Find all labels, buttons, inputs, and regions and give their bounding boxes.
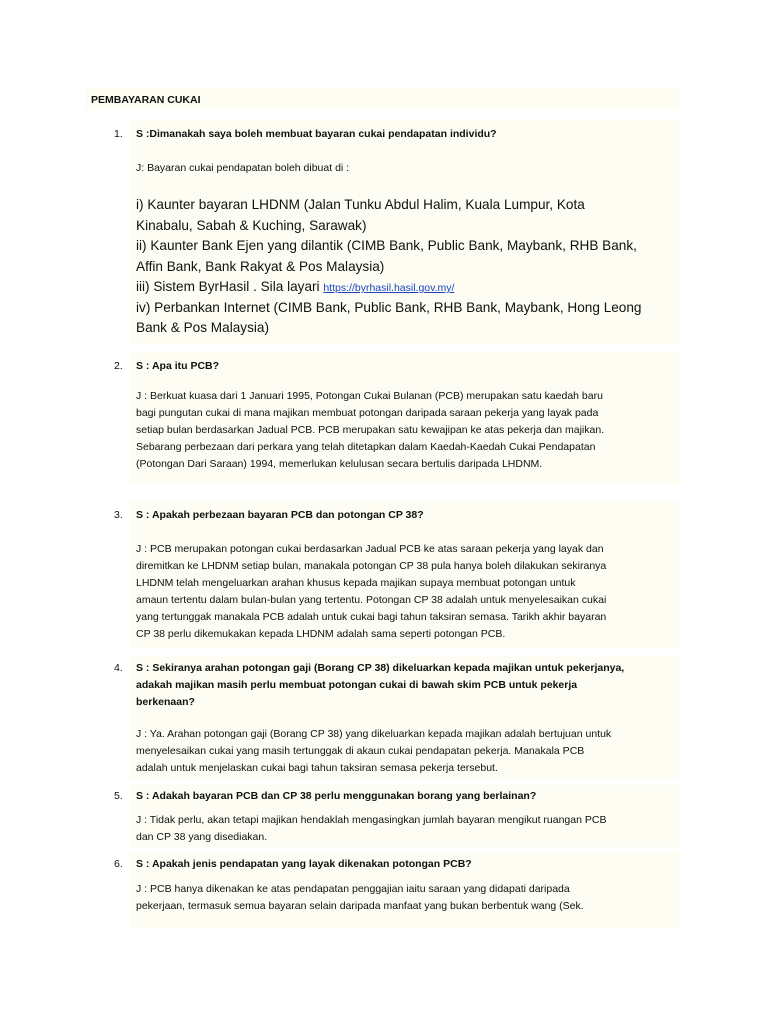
- q4-question-line: S : Sekiranya arahan potongan gaji (Borang CP 38) dikeluarkan kepada majikan untuk pekerjanya,: [136, 662, 625, 674]
- q1-option-text: iii) Sistem ByrHasil . Sila layari: [136, 279, 320, 294]
- q1-option-line: [136, 279, 454, 294]
- q4-answer-line: adalah untuk menjelaskan cukai bagi tahun taksiran semasa pekerja tersebut.: [136, 762, 498, 774]
- q3-answer-line: CP 38 perlu dikemukakan kepada LHDNM adalah sama seperti potongan PCB.: [136, 628, 506, 640]
- q2-question: S : Apa itu PCB?: [136, 360, 220, 372]
- q1-option-line: ii) Kaunter Bank Ejen yang dilantik (CIMB Bank, Public Bank, Maybank, RHB Bank,: [136, 238, 637, 253]
- q6-answer-line: pekerjaan, termasuk semua bayaran selain daripada manfaat yang bukan berbentuk wang (Sek.: [136, 900, 584, 912]
- q4-number: 4.: [114, 662, 123, 674]
- q2-answer-line: (Potongan Dari Saraan) 1994, memerlukan kelulusan secara bertulis daripada LHDNM.: [136, 458, 543, 470]
- q3-answer-line: LHDNM telah mengeluarkan arahan khusus kepada majikan supaya membuat potongan untuk: [136, 577, 576, 589]
- q1-answer-intro: J: Bayaran cukai pendapatan boleh dibuat di :: [136, 162, 350, 174]
- q5-answer-line: dan CP 38 yang disediakan.: [136, 831, 268, 843]
- q1-number: 1.: [114, 128, 123, 140]
- q4-question-line: berkenaan?: [136, 696, 195, 708]
- q1-option-line: Kinabalu, Sabah & Kuching, Sarawak): [136, 218, 367, 233]
- q3-highlight: [130, 502, 680, 648]
- q1-option-line: Affin Bank, Bank Rakyat & Pos Malaysia): [136, 259, 385, 274]
- q3-answer-line: yang tertunggak manakala PCB adalah untuk cukai bagi tahun taksiran semasa. Tarikh akhir bayaran: [136, 611, 607, 623]
- q5-question: S : Adakah bayaran PCB dan CP 38 perlu menggunakan borang yang berlainan?: [136, 790, 537, 802]
- q3-number: 3.: [114, 509, 123, 521]
- page-title: PEMBAYARAN CUKAI: [91, 94, 201, 106]
- q6-question: S : Apakah jenis pendapatan yang layak dikenakan potongan PCB?: [136, 858, 472, 870]
- q4-highlight: [130, 656, 680, 778]
- q2-answer-line: setiap bulan berdasarkan Jadual PCB. PCB merupakan satu kewajipan ke atas pekerja dan majikan.: [136, 424, 605, 436]
- q5-answer-line: J : Tidak perlu, akan tetapi majikan hendaklah mengasingkan jumlah bayaran mengikut ruangan PCB: [136, 814, 607, 826]
- q1-option-line: iv) Perbankan Internet (CIMB Bank, Public Bank, RHB Bank, Maybank, Hong Leong: [136, 300, 642, 315]
- q1-option-line: i) Kaunter bayaran LHDNM (Jalan Tunku Abdul Halim, Kuala Lumpur, Kota: [136, 197, 585, 212]
- q1-question: S :Dimanakah saya boleh membuat bayaran cukai pendapatan individu?: [136, 128, 497, 140]
- q6-answer-line: J : PCB hanya dikenakan ke atas pendapatan penggajian iaitu saraan yang didapati daripada: [136, 883, 570, 895]
- byrhasil-link[interactable]: https://byrhasil.hasil.gov.my/: [323, 282, 455, 294]
- q5-number: 5.: [114, 790, 123, 802]
- q2-answer-line: Sebarang perbezaan dari perkara yang telah ditetapkan dalam Kaedah-Kaedah Cukai Pendapatan: [136, 441, 596, 453]
- q2-number: 2.: [114, 360, 123, 372]
- q6-number: 6.: [114, 858, 123, 870]
- q3-answer-line: amaun tertentu dalam bulan-bulan yang tertentu. Potongan CP 38 adalah untuk menyelesaikan cukai: [136, 594, 607, 606]
- q2-answer-line: bagi pungutan cukai di mana majikan membuat potongan daripada saraan pekerja yang layak pada: [136, 407, 599, 419]
- q3-answer-line: diremitkan ke LHDNM setiap bulan, manakala potongan CP 38 pula hanya boleh dilakukan sekiranya: [136, 560, 607, 572]
- q2-answer-line: J : Berkuat kuasa dari 1 Januari 1995, Potongan Cukai Bulanan (PCB) merupakan satu kaedah baru: [136, 390, 603, 402]
- q4-answer-line: J : Ya. Arahan potongan gaji (Borang CP 38) yang dikeluarkan kepada majikan adalah bertujuan untuk: [136, 728, 612, 740]
- q1-option-line: Bank & Pos Malaysia): [136, 320, 269, 335]
- q3-question: S : Apakah perbezaan bayaran PCB dan potongan CP 38?: [136, 509, 424, 521]
- q4-answer-line: menyelesaikan cukai yang masih tertunggak di akaun cukai pendapatan pekerja. Manakala PCB: [136, 745, 585, 757]
- q3-answer-line: J : PCB merupakan potongan cukai berdasarkan Jadual PCB ke atas saraan pekerja yang layak dan: [136, 543, 604, 555]
- q4-question-line: adakah majikan masih perlu membuat potongan cukai di bawah skim PCB untuk pekerja: [136, 679, 578, 691]
